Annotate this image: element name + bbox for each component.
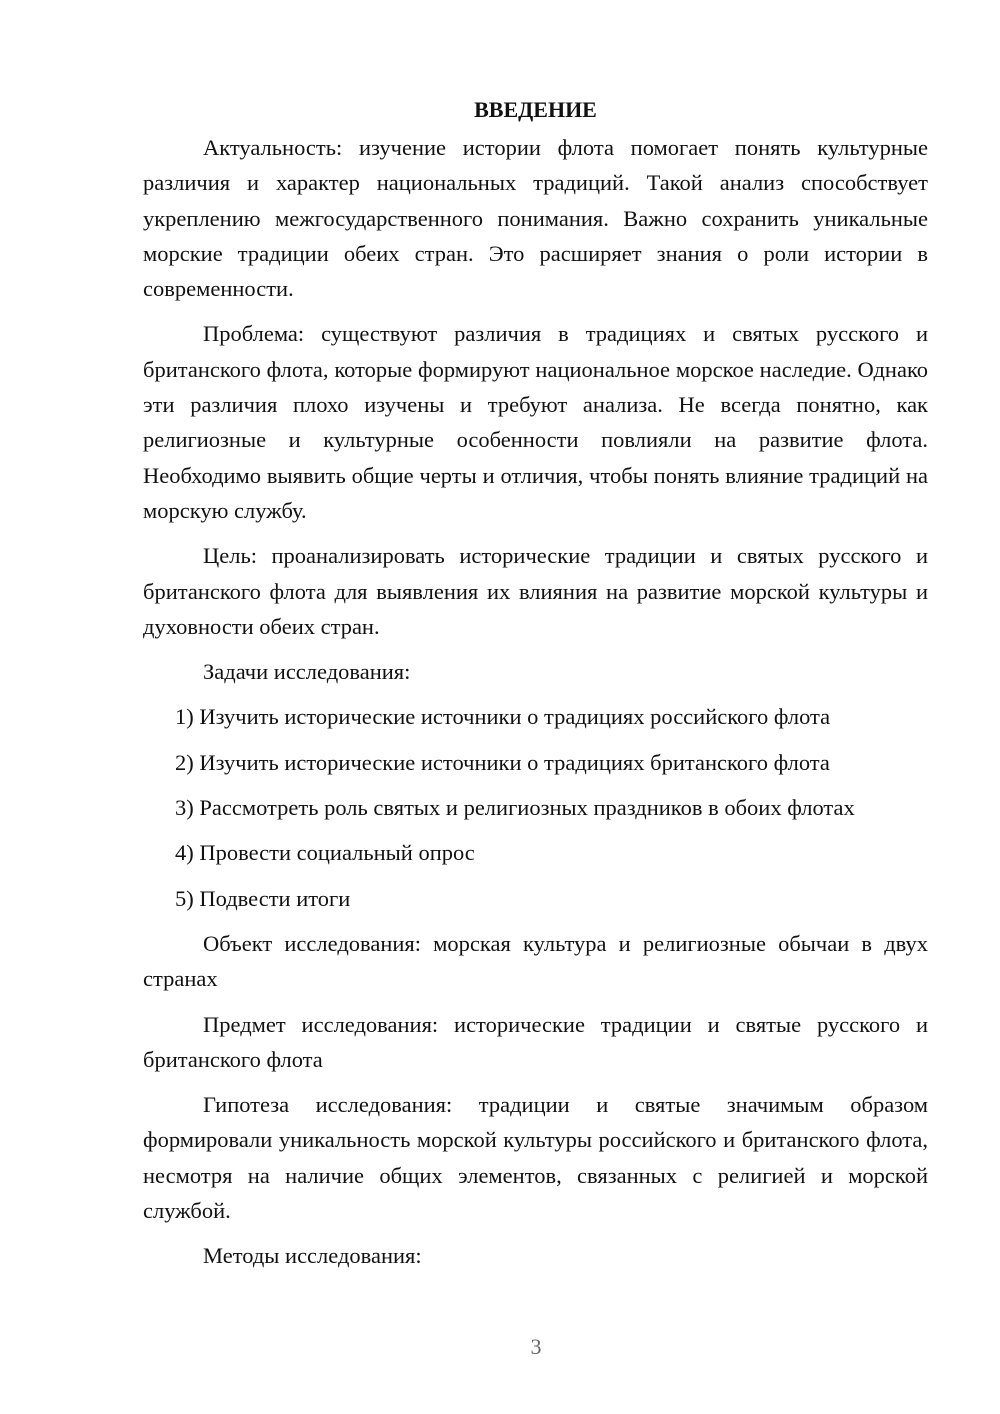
problem-paragraph: Проблема: существуют различия в традициях и святых русского и британского флота, которые формируют национальное морское наследие. Однако эти различия плохо изучены и требуют анализа. Не всегда понятно, как религиозные и культурные особенности повлияли на развитие флота. Необходимо выявить общие черты и отличия, чтобы понять влияние традиций на морскую службу. bbox=[143, 321, 928, 523]
relevance-paragraph: Актуальность: изучение истории флота помогает понять культурные различия и характер национальных традиций. Такой анализ способствует укреплению межгосударственного понимания. Важно сохранить уникальные морские традиции обеих стран. Это расширяет знания о роли истории в современности. bbox=[143, 135, 928, 302]
subject-paragraph: Предмет исследования: исторические традиции и святые русского и британского флота bbox=[143, 1011, 928, 1072]
object-paragraph: Объект исследования: морская культура и религиозные обычаи в двух странах bbox=[143, 930, 928, 992]
task-item-4: 4) Провести социальный опрос bbox=[175, 840, 475, 866]
task-item-1: 1) Изучить исторические источники о традициях российского флота bbox=[175, 704, 831, 730]
page-title: ВВЕДЕНИЕ bbox=[474, 97, 597, 122]
task-item-2: 2) Изучить исторические источники о традициях британского флота bbox=[175, 749, 830, 775]
hypothesis-paragraph: Гипотеза исследования: традиции и святые значимым образом формировали уникальность морской культуры российского и британского флота, несмотря на наличие общих элементов, связанных с религией и морской службой. bbox=[143, 1092, 928, 1224]
tasks-heading: Задачи исследования: bbox=[203, 659, 411, 685]
goal-paragraph: Цель: проанализировать исторические традиции и святых русского и британского флота для выявления их влияния на развитие морской культуры и духовности обеих стран. bbox=[143, 543, 928, 639]
task-item-3: 3) Рассмотреть роль святых и религиозных праздников в обоих флотах bbox=[175, 795, 855, 821]
task-item-5: 5) Подвести итоги bbox=[175, 885, 351, 911]
page-number: 3 bbox=[530, 1334, 542, 1359]
methods-heading: Методы исследования: bbox=[203, 1243, 422, 1269]
document-page bbox=[143, 92, 928, 1284]
